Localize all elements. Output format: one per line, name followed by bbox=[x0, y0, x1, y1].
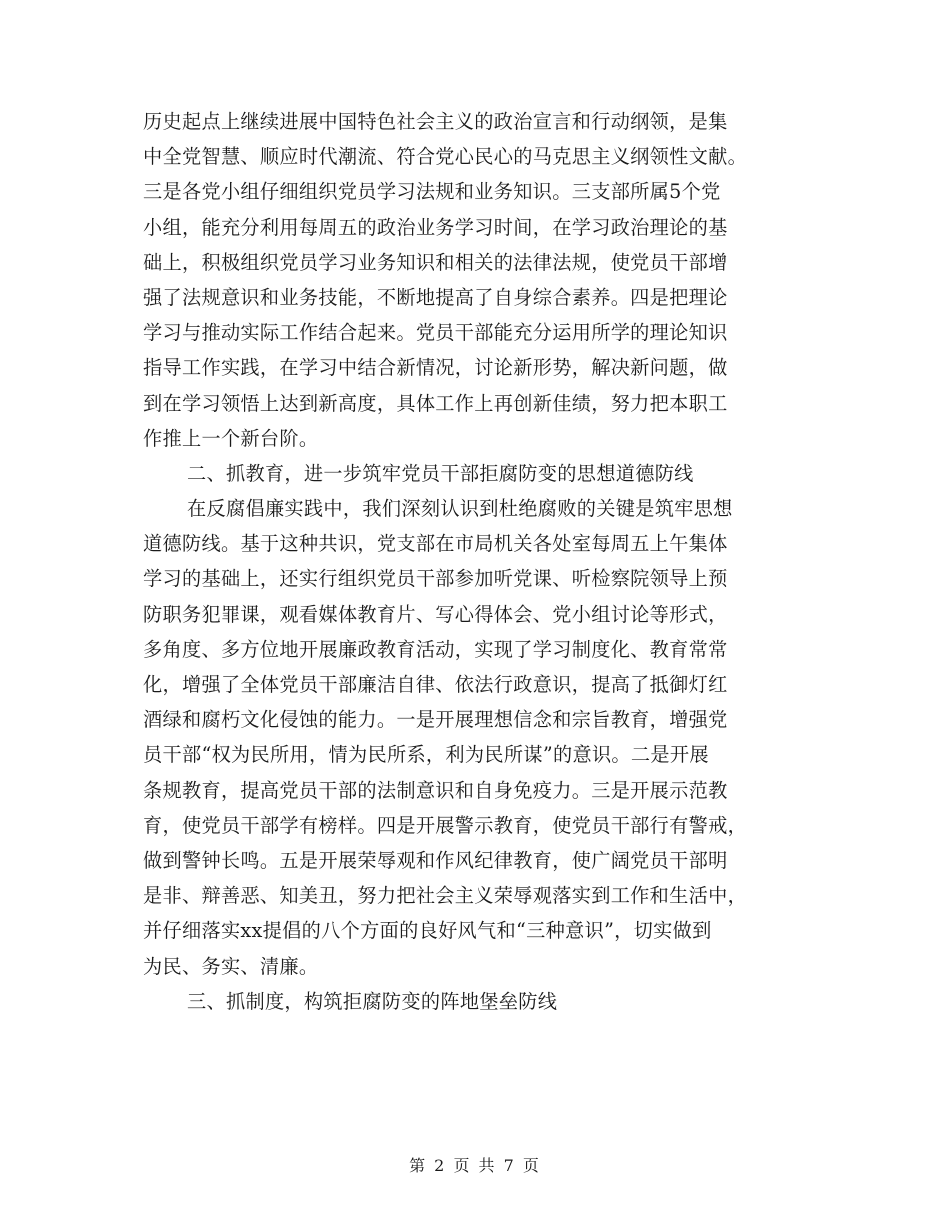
text-line: 指导工作实践，在学习中结合新情况，讨论新形势，解决新问题，做 bbox=[143, 356, 728, 380]
text-line: 防职务犯罪课，观看媒体教育片、写心得体会、党小组讨论等形式， bbox=[143, 602, 728, 626]
text-line: 三是各党小组仔细组织党员学习法规和业务知识。三支部所属5个党 bbox=[143, 180, 721, 204]
text-line: 强了法规意识和业务技能，不断地提高了自身综合素养。四是把理论 bbox=[143, 285, 728, 309]
text-line: 做到警钟长鸣。五是开展荣辱观和作风纪律教育，使广阔党员干部明 bbox=[143, 848, 728, 872]
text-line: 员干部“权为民所用，情为民所系，利为民所谋”的意识。二是开展 bbox=[143, 743, 709, 767]
text-line: 小组，能充分利用每周五的政治业务学习时间，在学习政治理论的基 bbox=[143, 215, 728, 239]
text-line: 为民、务实、清廉。 bbox=[143, 954, 319, 978]
text-line: 育，使党员干部学有榜样。四是开展警示教育，使党员干部行有警戒， bbox=[143, 813, 748, 837]
text-line: 是非、辩善恶、知美丑，努力把社会主义荣辱观落实到工作和生活中， bbox=[143, 884, 748, 908]
text-line: 化，增强了全体党员干部廉洁自律、依法行政意识，提高了抵御灯红 bbox=[143, 673, 728, 696]
text-line: 多角度、多方位地开展廉政教育活动，实现了学习制度化、教育常常 bbox=[143, 637, 728, 661]
text-line: 酒绿和腐朽文化侵蚀的能力。一是开展理想信念和宗旨教育，增强党 bbox=[143, 708, 728, 732]
text-line: 学习与推动实际工作结合起来。党员干部能充分运用所学的理论知识 bbox=[143, 321, 728, 345]
text-line: 历史起点上继续进展中国特色社会主义的政治宣言和行动纲领，是集 bbox=[143, 110, 728, 133]
text-line: 到在学习领悟上达到新高度，具体工作上再创新佳绩，努力把本职工 bbox=[143, 391, 728, 415]
text-line: 中全党智慧、顺应时代潮流、符合党心民心的马克思主义纲领性文献。 bbox=[143, 145, 748, 169]
text-line: 在反腐倡廉实践中，我们深刻认识到杜绝腐败的关键是筑牢思想 bbox=[187, 497, 733, 521]
page-number-footer: 第 2 页 共 7 页 bbox=[409, 1156, 541, 1175]
text-line: 道德防线。基于这种共识，党支部在市局机关各处室每周五上午集体 bbox=[143, 532, 728, 556]
text-line: 学习的基础上，还实行组织党员干部参加听党课、听检察院领导上预 bbox=[143, 567, 728, 591]
text-line: 三、抓制度，构筑拒腐防变的阵地堡垒防线 bbox=[187, 989, 558, 1013]
text-line: 二、抓教育，进一步筑牢党员干部拒腐防变的思想道德防线 bbox=[187, 461, 694, 485]
text-line: 础上，积极组织党员学习业务知识和相关的法律法规，使党员干部增 bbox=[143, 250, 728, 274]
text-line: 条规教育，提高党员干部的法制意识和自身免疫力。三是开展示范教 bbox=[143, 778, 728, 802]
document-body bbox=[143, 104, 811, 1019]
text-line: 并仔细落实xx提倡的八个方面的良好风气和“三种意识”，切实做到 bbox=[143, 919, 712, 943]
text-line: 作推上一个新台阶。 bbox=[143, 426, 319, 450]
